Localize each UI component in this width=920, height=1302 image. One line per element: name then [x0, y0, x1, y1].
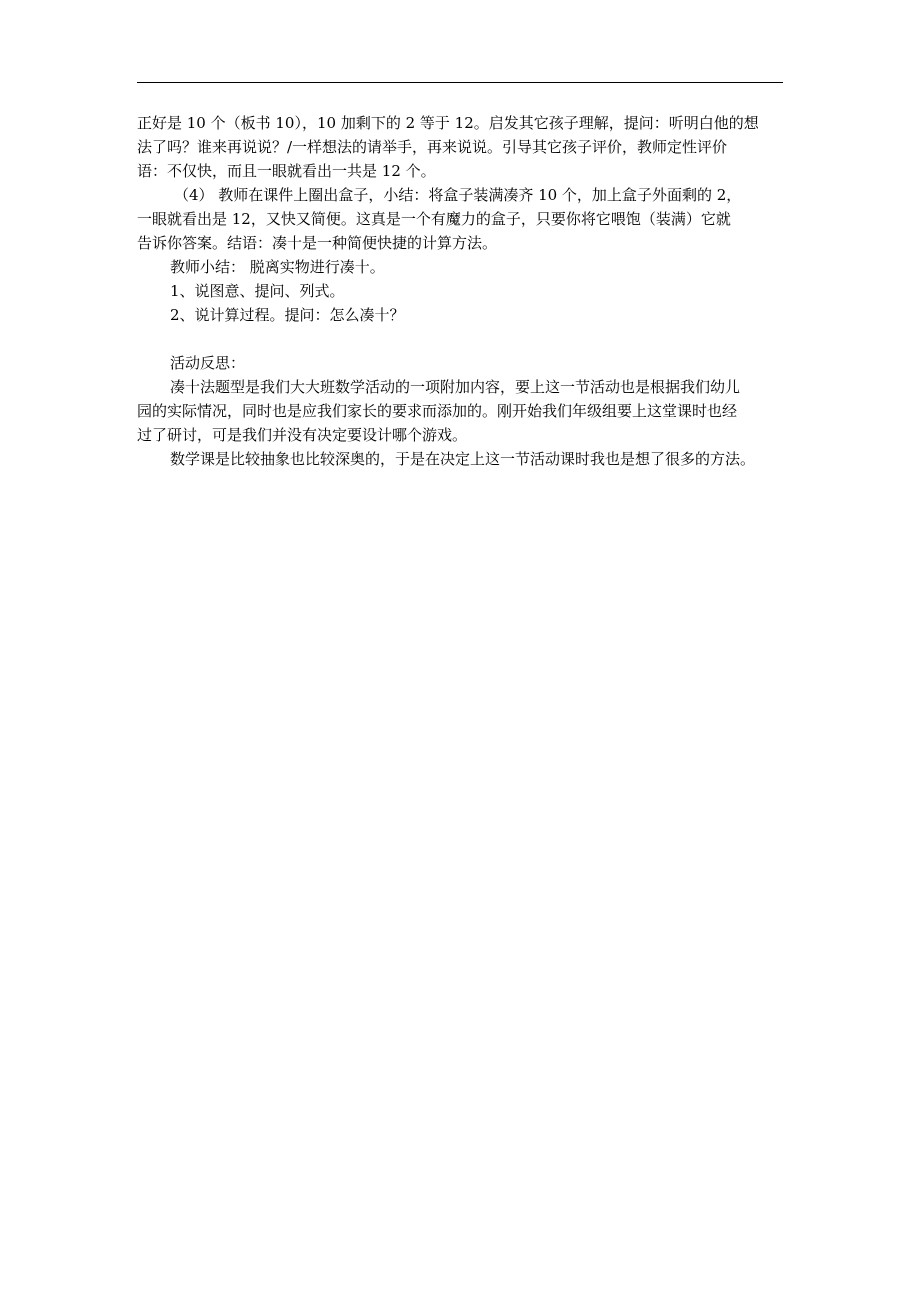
paragraph-2 [137, 183, 797, 255]
reflection-paragraph-2: 数学课是比较抽象也比较深奥的，于是在决定上这一节活动课时我也是想了很多的方法。 [170, 450, 756, 468]
reflection-paragraph-1 [137, 375, 797, 447]
paragraph-1-line-3: 语：不仅快，而且一眼就看出一共是 12 个。 [137, 162, 436, 180]
teacher-summary-title: 教师小结： 脱离实物进行凑十。 [170, 258, 385, 276]
paragraph-1-line-2: 法了吗？谁来再说说？/一样想法的请举手，再来说说。引导其它孩子评价，教师定性评价 [137, 138, 728, 156]
document-body [137, 111, 797, 471]
reflection-title: 活动反思： [170, 354, 246, 372]
summary-item-1: 1、说图意、提问、列式。 [170, 282, 345, 300]
paragraph-2-line-3: 告诉你答案。结语：凑十是一种简便快捷的计算方法。 [137, 234, 498, 252]
reflection-paragraph-1-line-3: 过了研讨，可是我们并没有决定要设计哪个游戏。 [137, 426, 468, 444]
blank-line [137, 327, 797, 351]
summary-item-2: 2、说计算过程。提问：怎么凑十？ [170, 306, 405, 324]
header-rule [137, 82, 783, 83]
paragraph-1 [137, 111, 797, 183]
reflection-paragraph-1-line-2: 园的实际情况，同时也是应我们家长的要求而添加的。刚开始我们年级组要上这堂课时也经 [137, 402, 738, 420]
paragraph-2-line-1: （4） 教师在课件上圈出盒子，小结：将盒子装满凑齐 10 个，加上盒子外面剩的 2， [174, 186, 742, 204]
paragraph-2-line-2: 一眼就看出是 12，又快又简便。这真是一个有魔力的盒子，只要你将它喂饱（装满）它就 [137, 210, 731, 228]
reflection-paragraph-1-line-1: 凑十法题型是我们大大班数学活动的一项附加内容，要上这一节活动也是根据我们幼儿 [170, 378, 741, 396]
paragraph-1-line-1: 正好是 10 个（板书 10），10 加剩下的 2 等于 12。启发其它孩子理解，提问：听明白他的想 [137, 114, 759, 132]
